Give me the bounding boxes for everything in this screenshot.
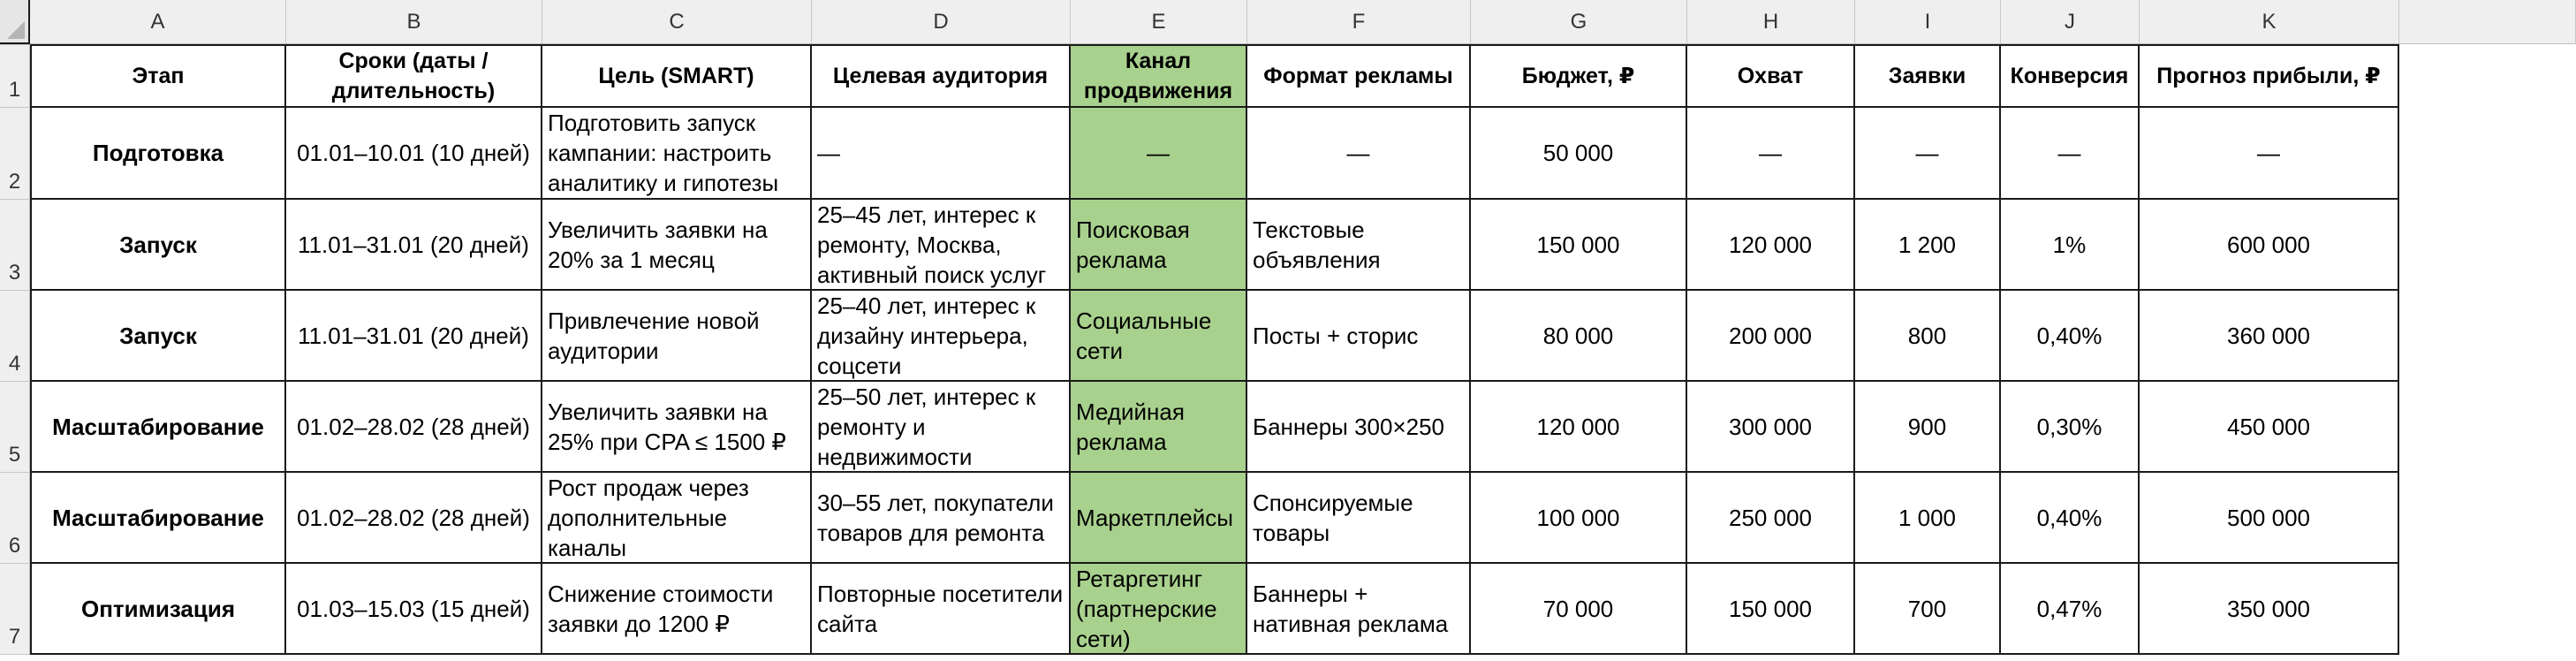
column-header-c[interactable]: C [542,0,812,44]
cell-leads[interactable]: 800 [1855,291,2001,382]
cell-conversion[interactable]: 0,40% [2001,473,2140,564]
cell-format[interactable]: Спонсируемые товары [1247,473,1471,564]
column-header-e[interactable]: E [1071,0,1247,44]
cell-stage[interactable]: Масштабирование [30,473,286,564]
cell-goal[interactable]: Рост продаж через дополнительные каналы [542,473,812,564]
row-header-2[interactable]: 2 [0,108,30,200]
row-header-7[interactable]: 7 [0,564,30,655]
cell-dates[interactable]: 11.01–31.01 (20 дней) [286,200,542,291]
cell-audience[interactable]: 25–40 лет, интерес к дизайну интерьера, соцсети [812,291,1071,382]
header-stage[interactable]: Этап [30,44,286,108]
column-header-k[interactable]: K [2140,0,2399,44]
cell-leads[interactable]: 1 200 [1855,200,2001,291]
cell-conversion[interactable]: 0,40% [2001,291,2140,382]
row-header-1[interactable]: 1 [0,44,30,108]
cell-conversion[interactable]: 1% [2001,200,2140,291]
cell-channel[interactable]: — [1071,108,1247,200]
cell-budget[interactable]: 50 000 [1471,108,1687,200]
header-budget[interactable]: Бюджет, ₽ [1471,44,1687,108]
cell-channel[interactable]: Ретаргетинг (партнерские сети) [1071,564,1247,655]
cell-conversion[interactable]: 0,30% [2001,382,2140,473]
row-header-6[interactable]: 6 [0,473,30,564]
cell-format[interactable]: Текстовые объявления [1247,200,1471,291]
header-leads[interactable]: Заявки [1855,44,2001,108]
cell-stage[interactable]: Масштабирование [30,382,286,473]
cell-profit[interactable]: 600 000 [2140,200,2399,291]
column-header-d[interactable]: D [812,0,1071,44]
header-conversion[interactable]: Конверсия [2001,44,2140,108]
column-header-g[interactable]: G [1471,0,1687,44]
cell-profit[interactable]: 500 000 [2140,473,2399,564]
column-header-j[interactable]: J [2001,0,2140,44]
header-dates[interactable]: Сроки (даты / длительность) [286,44,542,108]
cell-budget[interactable]: 70 000 [1471,564,1687,655]
select-all-corner[interactable] [0,0,30,44]
cell-reach[interactable]: 150 000 [1687,564,1855,655]
cell-channel[interactable]: Маркетплейсы [1071,473,1247,564]
empty-cell[interactable] [2399,564,2576,655]
cell-format[interactable]: Баннеры + нативная реклама [1247,564,1471,655]
cell-audience[interactable]: 25–45 лет, интерес к ремонту, Москва, активный поиск услуг [812,200,1071,291]
cell-stage[interactable]: Оптимизация [30,564,286,655]
empty-cell[interactable] [2399,291,2576,382]
cell-goal[interactable]: Увеличить заявки на 20% за 1 месяц [542,200,812,291]
row-header-3[interactable]: 3 [0,200,30,291]
cell-reach[interactable]: 200 000 [1687,291,1855,382]
cell-reach[interactable]: — [1687,108,1855,200]
cell-audience[interactable]: 25–50 лет, интерес к ремонту и недвижимости [812,382,1071,473]
cell-profit[interactable]: 360 000 [2140,291,2399,382]
cell-reach[interactable]: 120 000 [1687,200,1855,291]
cell-conversion[interactable]: 0,47% [2001,564,2140,655]
cell-format[interactable]: Баннеры 300×250 [1247,382,1471,473]
header-goal[interactable]: Цель (SMART) [542,44,812,108]
column-header-h[interactable]: H [1687,0,1855,44]
cell-dates[interactable]: 01.02–28.02 (28 дней) [286,473,542,564]
cell-budget[interactable]: 150 000 [1471,200,1687,291]
cell-leads[interactable]: 700 [1855,564,2001,655]
header-channel[interactable]: Канал продвижения [1071,44,1247,108]
header-format[interactable]: Формат рекламы [1247,44,1471,108]
cell-goal[interactable]: Подготовить запуск кампании: настроить аналитику и гипотезы [542,108,812,200]
row-header-5[interactable]: 5 [0,382,30,473]
column-header-i[interactable]: I [1855,0,2001,44]
cell-stage[interactable]: Подготовка [30,108,286,200]
cell-goal[interactable]: Увеличить заявки на 25% при CPA ≤ 1500 ₽ [542,382,812,473]
cell-goal[interactable]: Снижение стоимости заявки до 1200 ₽ [542,564,812,655]
cell-budget[interactable]: 80 000 [1471,291,1687,382]
empty-cell[interactable] [2399,382,2576,473]
cell-leads[interactable]: 900 [1855,382,2001,473]
cell-reach[interactable]: 250 000 [1687,473,1855,564]
cell-audience[interactable]: Повторные посетители сайта [812,564,1071,655]
column-header-b[interactable]: B [286,0,542,44]
empty-cell[interactable] [2399,473,2576,564]
empty-cell[interactable] [2399,108,2576,200]
cell-profit[interactable]: 450 000 [2140,382,2399,473]
cell-channel[interactable]: Поисковая реклама [1071,200,1247,291]
cell-channel[interactable]: Медийная реклама [1071,382,1247,473]
cell-dates[interactable]: 01.01–10.01 (10 дней) [286,108,542,200]
header-reach[interactable]: Охват [1687,44,1855,108]
cell-dates[interactable]: 01.03–15.03 (15 дней) [286,564,542,655]
empty-cell[interactable] [2399,44,2576,108]
cell-leads[interactable]: — [1855,108,2001,200]
cell-budget[interactable]: 120 000 [1471,382,1687,473]
cell-format[interactable]: Посты + сторис [1247,291,1471,382]
empty-cell[interactable] [2399,200,2576,291]
cell-format[interactable]: — [1247,108,1471,200]
header-audience[interactable]: Целевая аудитория [812,44,1071,108]
header-profit[interactable]: Прогноз прибыли, ₽ [2140,44,2399,108]
cell-dates[interactable]: 11.01–31.01 (20 дней) [286,291,542,382]
cell-leads[interactable]: 1 000 [1855,473,2001,564]
cell-goal[interactable]: Привлечение новой аудитории [542,291,812,382]
column-header-f[interactable]: F [1247,0,1471,44]
row-header-4[interactable]: 4 [0,291,30,382]
cell-channel[interactable]: Социальные сети [1071,291,1247,382]
cell-reach[interactable]: 300 000 [1687,382,1855,473]
column-header-a[interactable]: A [30,0,286,44]
cell-stage[interactable]: Запуск [30,200,286,291]
cell-audience[interactable]: — [812,108,1071,200]
cell-budget[interactable]: 100 000 [1471,473,1687,564]
cell-dates[interactable]: 01.02–28.02 (28 дней) [286,382,542,473]
cell-profit[interactable]: 350 000 [2140,564,2399,655]
cell-conversion[interactable]: — [2001,108,2140,200]
cell-stage[interactable]: Запуск [30,291,286,382]
column-header-empty [2399,0,2576,44]
cell-audience[interactable]: 30–55 лет, покупатели товаров для ремонта [812,473,1071,564]
cell-profit[interactable]: — [2140,108,2399,200]
